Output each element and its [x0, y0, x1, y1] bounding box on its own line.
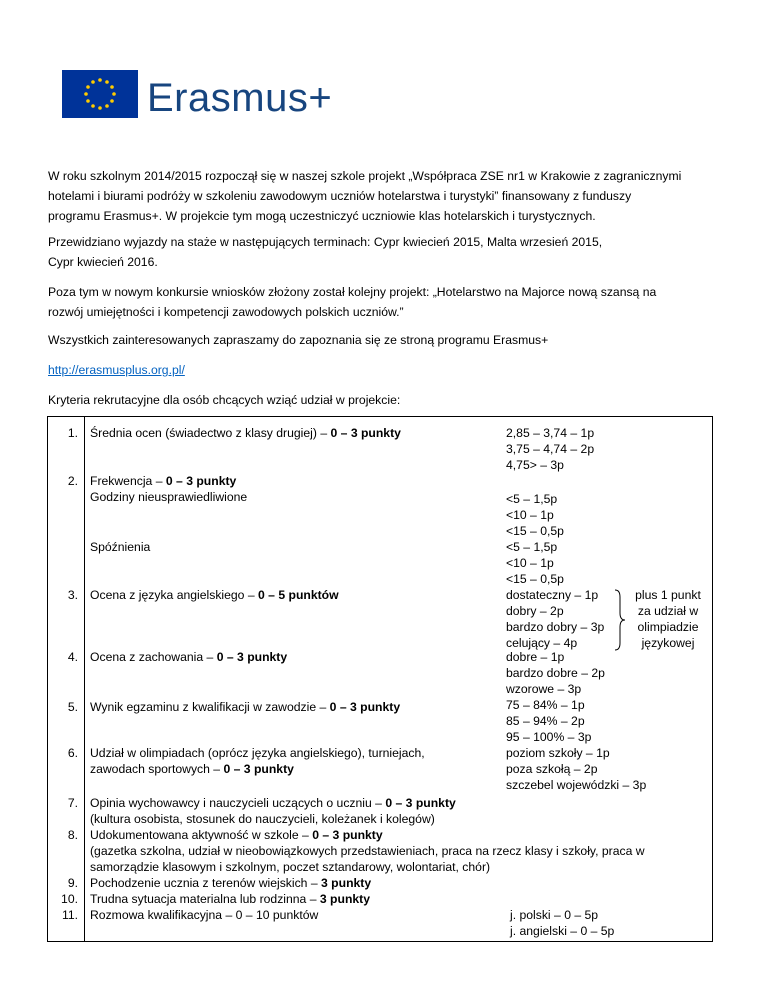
criterion-number: 7. [67, 796, 78, 810]
criterion-number: 8. [67, 828, 78, 842]
criterion-text: Pochodzenie ucznia z terenów wiejskich – 3 punkty [90, 876, 372, 890]
criterion-text: Udokumentowana aktywność w szkole – 0 – 3 punkty [90, 828, 383, 842]
criterion-subtext: (gazetka szkolna, udział w nieobowiązkowych przedstawieniach, praca na rzecz klasy i szkoły, praca w samorządzie klasowym i szkolnym, poczet sztandarowy, wolontariat, chór) [90, 844, 645, 874]
eu-stars-icon [62, 70, 138, 118]
curly-brace-icon [613, 589, 627, 651]
criterion-number: 6. [67, 746, 78, 760]
criterion-score: j. polski – 0 – 5p j. angielski – 0 – 5p [510, 908, 615, 938]
criterion-text: Udział w olimpiadach (oprócz języka angielskiego), turniejach, zawodach sportowych – 0 – 3 punkty [90, 746, 425, 776]
criterion-number: 2. [67, 474, 78, 488]
invite-paragraph: Wszystkich zainteresowanych zapraszamy do zapoznania się ze stroną programu Erasmus+ [48, 333, 549, 347]
criterion-subtext: (kultura osobista, stosunek do nauczycieli, koleżanek i kolegów) [90, 812, 435, 826]
criterion-number: 10. [61, 892, 78, 906]
criterion-number: 1. [67, 426, 78, 440]
criterion-score: dostateczny – 1p dobry – 2p bardzo dobry – 3p celujący – 4p [506, 588, 605, 650]
trips-paragraph: Przewidziano wyjazdy na staże w następujących terminach: Cypr kwiecień 2015, Malta wrzesień 2015, Cypr kwiecień 2016. [48, 235, 603, 269]
new-project-paragraph: Poza tym w nowym konkursie wniosków złożony został kolejny projekt: „Hotelarstwo na Majorce nową szansą na rozwój umiejętności i kompetencji zawodowych polskich uczniów.” [48, 285, 657, 319]
criterion-subtext: Spóźnienia [90, 540, 151, 554]
criterion-subtext: Godziny nieusprawiedliwione [90, 490, 248, 504]
eu-flag-logo [62, 70, 138, 118]
criteria-intro: Kryteria rekrutacyjne dla osób chcących wziąć udział w projekcie: [48, 393, 401, 407]
olympiad-bonus-note: plus 1 punkt za udział w olimpiadzie językowej [635, 588, 701, 650]
erasmus-link[interactable]: http://erasmusplus.org.pl/ [48, 363, 185, 377]
column-divider [84, 417, 85, 941]
criterion-score: <5 – 1,5p <10 – 1p <15 – 0,5p [506, 540, 564, 586]
criterion-text: Opinia wychowawcy i nauczycieli uczących o uczniu – 0 – 3 punkty [90, 796, 456, 810]
criterion-number: 5. [67, 700, 78, 714]
criterion-text: Ocena z języka angielskiego – 0 – 5 punktów [90, 588, 339, 602]
criterion-text: Frekwencja – 0 – 3 punkty [90, 474, 237, 488]
criterion-text: Średnia ocen (świadectwo z klasy drugiej) – 0 – 3 punkty [90, 426, 401, 440]
criterion-score: dobre – 1p bardzo dobre – 2p wzorowe – 3p [506, 650, 605, 696]
criterion-text: Trudna sytuacja materialna lub rodzinna – 3 punkty [90, 892, 371, 906]
criterion-score: 75 – 84% – 1p 85 – 94% – 2p 95 – 100% – 3p [506, 698, 592, 744]
criteria-table [47, 416, 713, 942]
criterion-score: 2,85 – 3,74 – 1p 3,75 – 4,74 – 2p 4,75> – 3p [506, 426, 595, 472]
criterion-text: Wynik egzaminu z kwalifikacji w zawodzie – 0 – 3 punkty [90, 700, 401, 714]
criterion-text: Ocena z zachowania – 0 – 3 punkty [90, 650, 288, 664]
erasmus-logo-text: Erasmus+ [147, 76, 333, 120]
criterion-score: <5 – 1,5p <10 – 1p <15 – 0,5p [506, 492, 564, 538]
criterion-number: 11. [61, 908, 78, 922]
criterion-text: Rozmowa kwalifikacyjna – 0 – 10 punktów [90, 908, 319, 922]
criterion-number: 9. [67, 876, 78, 890]
criterion-number: 3. [67, 588, 78, 602]
criterion-number: 4. [67, 650, 78, 664]
criterion-score: poziom szkoły – 1p poza szkołą – 2p szczebel wojewódzki – 3p [506, 746, 647, 792]
intro-paragraph: W roku szkolnym 2014/2015 rozpoczął się w naszej szkole projekt „Współpraca ZSE nr1 w Krakowie z zagranicznymi hotelami i biurami podróży w szkoleniu zawodowym uczniów hotelarstwa i turystyki” finansowany z funduszy programu Erasmus+. W projekcie tym mogą uczestniczyć uczniowie klas hotelarskich i turystycznych. [48, 169, 682, 223]
